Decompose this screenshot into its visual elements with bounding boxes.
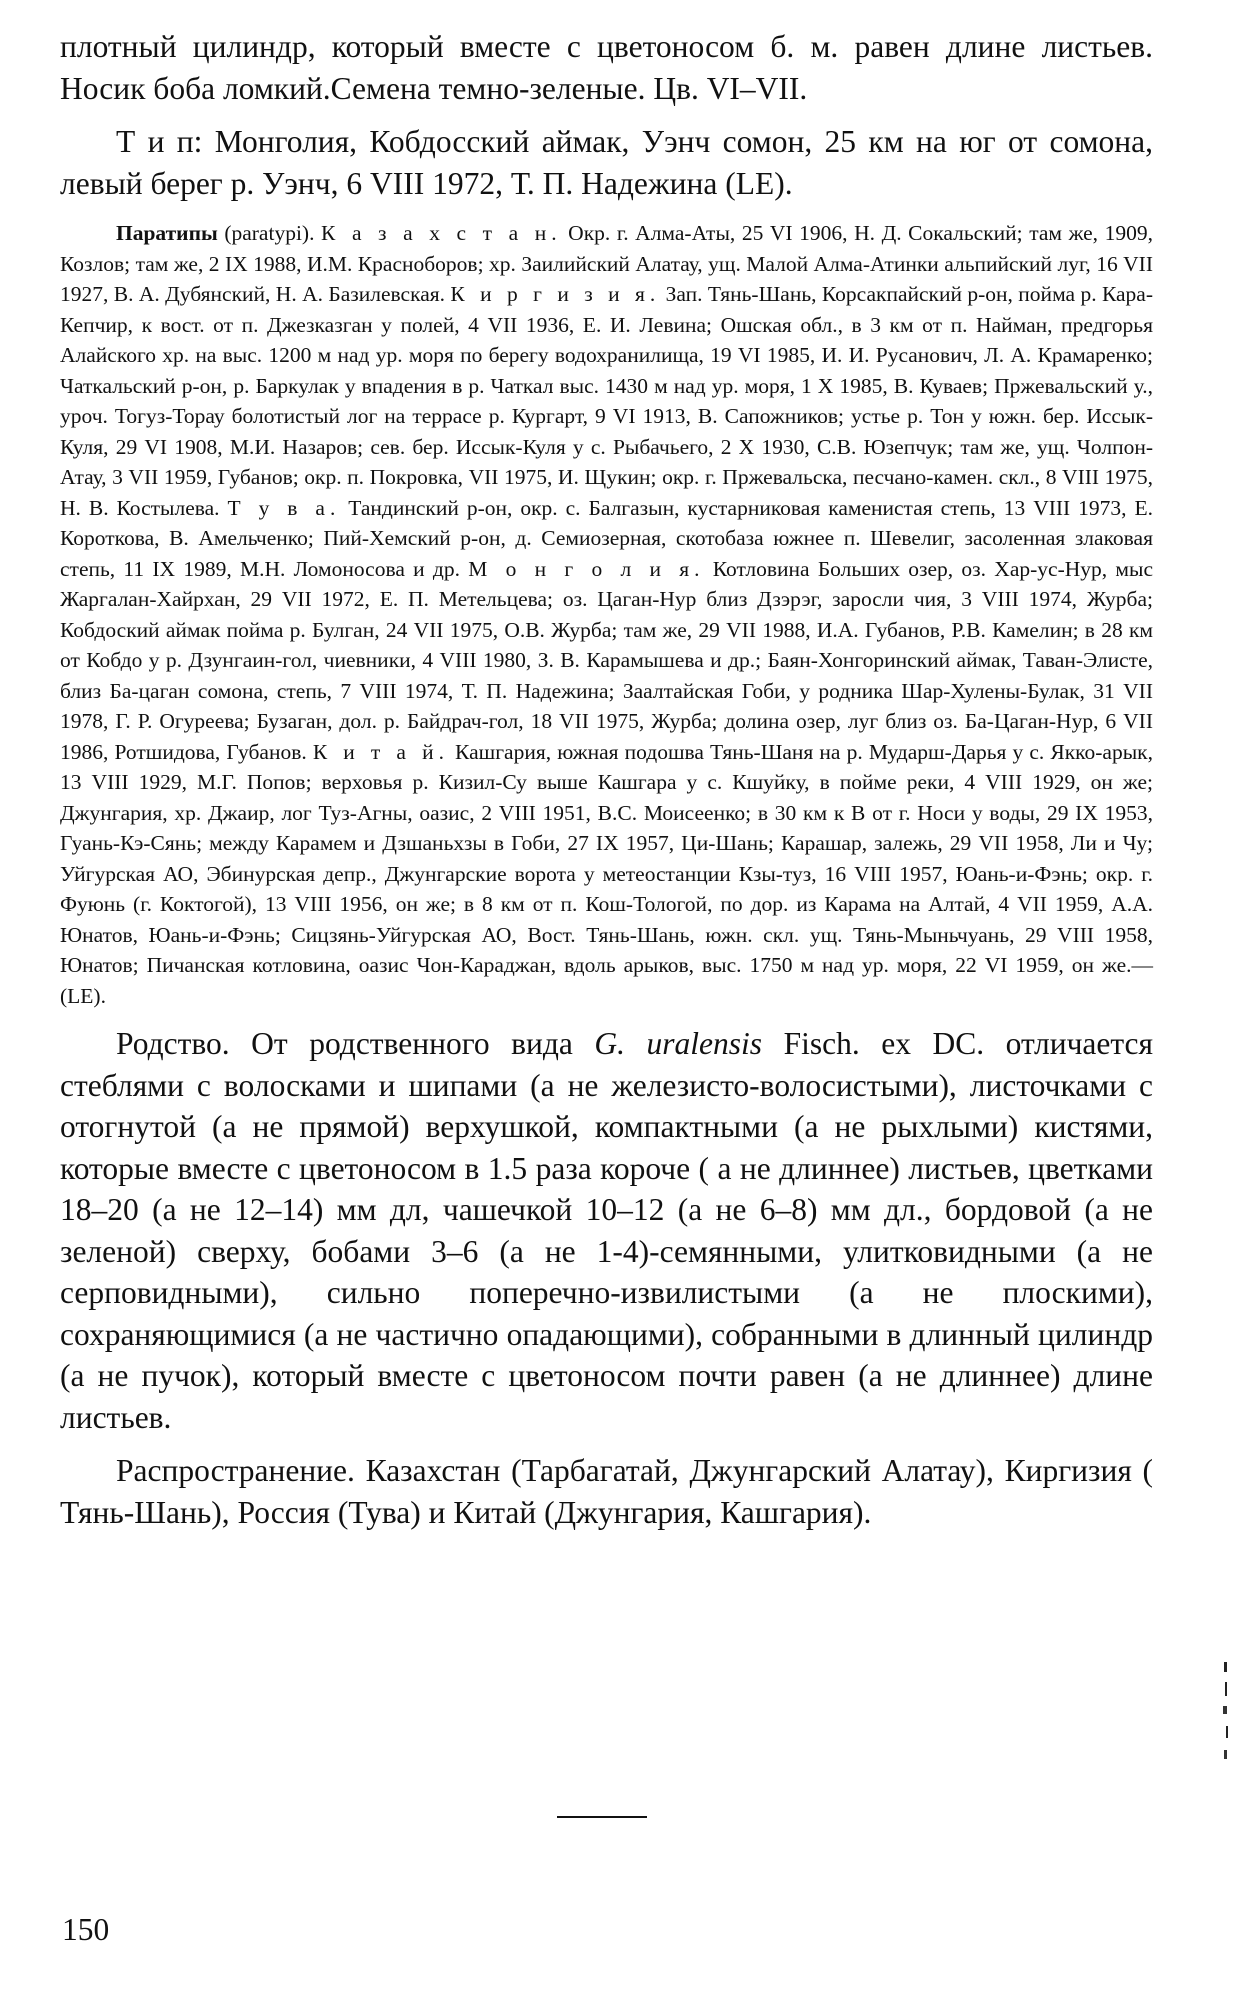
page-number: 150	[62, 1912, 110, 1947]
main-text-lower	[60, 1023, 1153, 1533]
paratypes-paragraph	[60, 218, 1153, 1011]
country-mongolia: М о н г о л и я.	[468, 556, 705, 581]
country-tuva: Т у в а.	[227, 495, 341, 520]
type-paragraph: Т и п: Монголия, Кобдосский аймак, Уэнч сомон, 25 км на юг от сомона, левый берег р. Уэнч, 6 VIII 1972, Т. П. Надежина (LE).	[60, 124, 1153, 201]
localities-kazakhstan: Окр. г. Алма-Аты, 25 VI 1906, Н. Д. Сокальский; там же, 1909, Козлов; там же, 2 IX 1988, И.М. Красноборов; хр. Заилийский Алатау, ущ. Малой Алма-Атинки альпийский луг, 16 VII 1927, В. А. Дубянский, Н. А. Базилевская.	[60, 221, 1154, 306]
distribution-paragraph: Распространение. Казахстан (Тарбагатай, Джунгарский Алатау), Киргизия ( Тянь-Шань), Россия (Тува) и Китай (Джунгария, Кашгария).	[60, 1453, 1153, 1530]
localities-mongolia: Котловина Больших озер, оз. Хар-ус-Нур, мыс Жаргалан-Хайрхан, 29 VII 1972, Е. П. Метельцева; оз. Цаган-Нур близ Дзэрэг, заросли чия, 3 VIII 1974, Журба; Кобдоский аймак пойма р. Булган, 24 VII 1975, О.В. Журба; там же, 29 VII 1988, И.А. Губанов, Р.В. Камелин; в 28 км от Кобдо у р. Дзунгаин-гол, чиевники, 4 VIII 1980, З. В. Карамышева и др.; Баян-Хонгоринский аймак, Таван-Элисте, близ Ба-цаган сомона, степь, 7 VIII 1974, Т. П. Надежина; Заалтайская Гоби, у родника Шар-Хулены-Булак, 31 VII 1978, Г. Р. Огуреева; Бузаган, дол. р. Байдрач-гол, 18 VII 1975, Журба; долина озер, луг близ оз. Ба-Цаган-Нур, 6 VII 1986, Ротшидова, Губанов.	[60, 556, 1153, 764]
relation-body: Fisch. ex DC. отличается стеблями с волосками и шипами (а не железисто-волосистыми), листочками с отогнутой (а не прямой) верхушкой, компактными (а не рыхлыми) кистями, которые вместе с цветоносом в 1.5 раза короче ( а не длиннее) листьев, цветками 18–20 (а не 12–14) мм дл, чашечкой 10–12 (а не 6–8) мм дл., бордовой (а не зеленой) сверху, бобами 3–6 (а не 1-4)-семянными, улитковидными (а не серповидными), сильно поперечно-извилистыми (а не плоскими), сохраняющимися (а не частично опадающими), собранными в длинный цилиндр (а не пучок), который вместе с цветоносом почти равен (а не длиннее) длине листьев.	[60, 1026, 1153, 1435]
country-kazakhstan: К а з а х с т а н.	[321, 221, 562, 245]
relation-intro: Родство. От родственного вида	[116, 1026, 595, 1061]
section-divider	[557, 1816, 647, 1818]
localities-china: Кашгария, южная подошва Тянь-Шаня на р. Мударш-Дарья у с. Якко-арык, 13 VIII 1929, М.Г. Попов; верховья р. Кизил-Су выше Кашгара у с. Кшуйку, в пойме реки, 4 VIII 1929, он же; Джунгария, хр. Джаир, лог Туз-Агны, оазис, 2 VIII 1951, В.С. Моисеенко; в 30 км к В от г. Носи у воды, 29 IX 1953, Гуань-Кэ-Сянь; между Карамем и Дзшаньхзы в Гоби, 27 IX 1957, Ци-Шань; Карашар, залежь, 29 VII 1958, Ли и Чу; Уйгурская АО, Эбинурская депр., Джунгарские ворота у метеостанции Кзы-туз, 16 VIII 1957, Юань-и-Фэнь; окр. г. Фуюнь (г. Коктогой), 13 VIII 1956, он же; в 8 км от п. Кош-Тологой, по дор. из Карама на Алтай, 4 VII 1959, А.А. Юнатов, Юань-и-Фэнь; Сицзянь-Уйгурская АО, Вост. Тянь-Шань, южн. скл. ущ. Тянь-Мыньчуань, 29 VIII 1958, Юнатов; Пичанская котловина, оазис Чон-Караджан, вдоль арыков, выс. 1750 м над ур. моря, 22 VI 1959, он же.— (LE).	[60, 739, 1153, 1008]
scan-speckle	[1220, 1660, 1232, 1770]
relation-species: G. uralensis	[594, 1026, 763, 1061]
page-content	[60, 26, 1153, 1533]
country-kyrgyzstan: К и р г и з и я.	[450, 282, 661, 306]
localities-kyrgyzstan: Зап. Тянь-Шань, Корсакпайский р-он, пойма р. Кара-Кепчир, к вост. от п. Джезказган у полей, 4 VII 1936, Е. И. Левина; Ошская обл., в 3 км от п. Найман, предгорья Алайского хр. на выс. 1200 м над ур. моря по берегу водохранилища, 19 VI 1985, И. И. Русанович, Л. А. Крамаренко; Чаткальский р-он, р. Баркулак у впадения в р. Чаткал выс. 1430 м над ур. моря, 1 X 1985, В. Куваев; Пржевальский у., уроч. Тогуз-Торау болотистый лог на террасе р. Кургарт, 9 VI 1913, В. Сапожников; устье р. Тон у южн. бер. Иссык-Куля, 29 VI 1908, М.И. Назаров; сев. бер. Иссык-Куля у с. Рыбачьего, 2 X 1930, С.В. Юзепчук; там же, ущ. Чолпон-Атау, 3 VII 1959, Губанов; окр. п. Покровка, VII 1975, И. Щукин; окр. г. Пржевальска, песчано-камен. скл., 8 VIII 1975, Н. В. Костылева.	[60, 282, 1153, 520]
relation-paragraph	[60, 1023, 1153, 1438]
main-text	[60, 26, 1153, 204]
localities-tuva: Тандинский р-он, окр. с. Балгазын, кустарниковая каменистая степь, 13 VIII 1973, Е. Короткова, В. Амельченко; Пий-Хемский р-он, д. Семиозерная, скотобаза южнее п. Шевелиг, засоленная злаковая степь, 11 IX 1989, М.Н. Ломоносова и др.	[60, 495, 1153, 581]
country-china: К и т а й.	[312, 739, 449, 764]
paratypes-label: Паратипы	[116, 221, 218, 245]
paratypes-block	[60, 218, 1153, 1011]
top-paragraph: плотный цилиндр, который вместе с цветоносом б. м. равен длине листьев. Носик боба ломкий.Семена темно-зеленые. Цв. VI–VII.	[60, 29, 1153, 106]
paratypes-latin: (paratypi).	[217, 221, 322, 245]
